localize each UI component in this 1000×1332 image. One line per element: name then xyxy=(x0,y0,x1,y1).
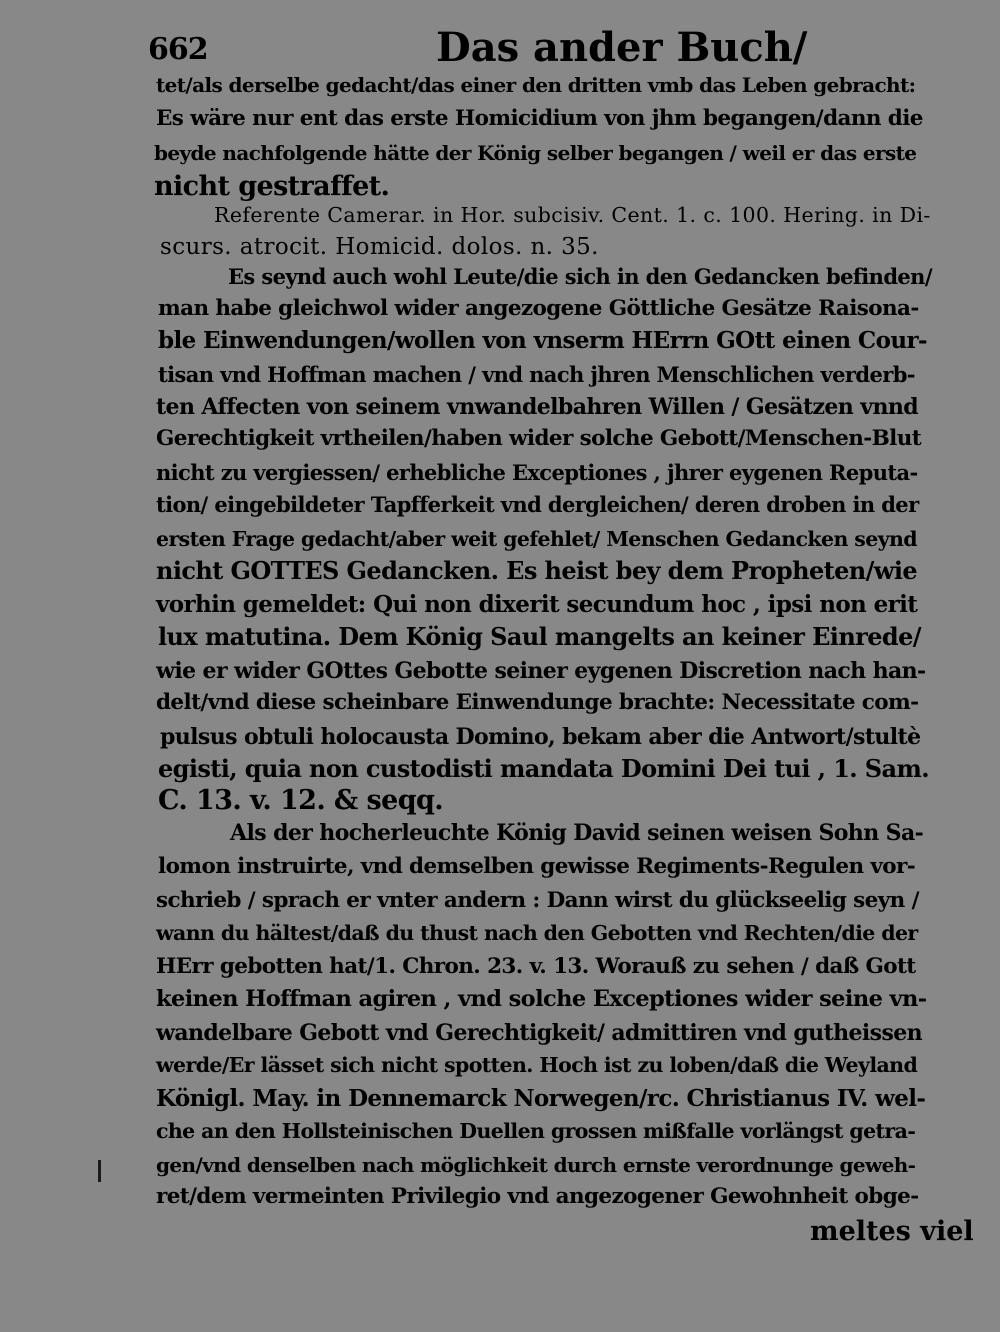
text-line: Es seynd auch wohl Leute/die sich in den Gedancken befinden/ xyxy=(228,264,932,289)
text-line: pulsus obtuli holocausta Domino, bekam aber die Antwort/stultè xyxy=(160,724,921,750)
text-line: nicht zu vergiessen/ erhebliche Exceptiones , jhrer eygenen Reputa- xyxy=(156,460,918,485)
text-line: wann du hältest/daß du thust nach den Gebotten vnd Rechten/die der xyxy=(156,921,918,945)
text-line: vorhin gemeldet: Qui non dixerit secundum hoc , ipsi non erit xyxy=(156,591,918,618)
text-line: tet/als derselbe gedacht/das einer den dritten vmb das Leben gebracht: xyxy=(156,73,916,97)
text-line: delt/vnd diese scheinbare Einwendunge brachte: Necessitate com- xyxy=(156,690,919,715)
text-line: lomon instruirte, vnd demselben gewisse Regiments-Regulen vor- xyxy=(158,854,916,879)
catchword: meltes viel xyxy=(810,1216,974,1247)
text-line: C. 13. v. 12. & seqq. xyxy=(158,785,444,816)
text-line: Königl. May. in Dennemarck Norwegen/rc. Christianus IV. wel- xyxy=(156,1085,926,1112)
text-line: beyde nachfolgende hätte der König selber begangen / weil er das erste xyxy=(154,141,917,165)
page-header xyxy=(148,22,808,74)
ink-speck xyxy=(98,1160,101,1182)
page-number: 662 xyxy=(148,32,208,67)
text-line: Es wäre nur ent das erste Homicidium von jhm begangen/dann die xyxy=(156,106,923,131)
text-line: werde/Er lässet sich nicht spotten. Hoch ist zu loben/daß die Weyland xyxy=(156,1053,918,1077)
text-line: tisan vnd Hoffman machen / vnd nach jhren Menschlichen verderb- xyxy=(158,362,915,387)
text-line: ret/dem vermeinten Privilegio vnd angezogener Gewohnheit obge- xyxy=(156,1184,919,1209)
text-line: gen/vnd denselben nach möglichkeit durch ernste verordnunge geweh- xyxy=(156,1153,916,1177)
text-line: keinen Hoffman agiren , vnd solche Exceptiones wider seine vn- xyxy=(156,986,927,1012)
text-line: HErr gebotten hat/1. Chron. 23. v. 13. Worauß zu sehen / daß Gott xyxy=(156,954,916,979)
text-line: nicht GOTTES Gedancken. Es heist bey dem Propheten/wie xyxy=(156,556,918,585)
text-line: wandelbare Gebott vnd Gerechtigkeit/ admittiren vnd gutheissen xyxy=(156,1020,923,1046)
text-line: ble Einwendungen/wollen von vnserm HErrn GOtt einen Cour- xyxy=(158,327,927,354)
text-line: Gerechtigkeit vrtheilen/haben wider solche Gebott/Menschen-Blut xyxy=(156,426,922,451)
text-line: tion/ eingebildeter Tapfferkeit vnd dergleichen/ deren droben in der xyxy=(156,492,919,517)
text-line: che an den Hollsteinischen Duellen grossen mißfalle vorlängst getra- xyxy=(156,1119,916,1143)
text-line: schrieb / sprach er vnter andern : Dann wirst du glückseelig seyn / xyxy=(156,888,919,913)
running-head: Das ander Buch/ xyxy=(436,24,808,71)
text-line: egisti, quia non custodisti mandata Domini Dei tui , 1. Sam. xyxy=(158,754,930,783)
citation-line: scurs. atrocit. Homicid. dolos. n. 35. xyxy=(160,234,599,260)
text-line: nicht gestraffet. xyxy=(154,171,390,202)
text-line: man habe gleichwol wider angezogene Göttliche Gesätze Raisona- xyxy=(158,296,919,321)
text-line: ten Affecten von seinem vnwandelbahren Willen / Gesätzen vnnd xyxy=(156,394,919,420)
text-line: wie er wider GOttes Gebotte seiner eygenen Discretion nach han- xyxy=(156,658,926,684)
text-line: ersten Frage gedacht/aber weit gefehlet/ Menschen Gedancken seynd xyxy=(156,527,918,551)
text-line: Als der hocherleuchte König David seinen weisen Sohn Sa- xyxy=(230,820,924,846)
citation-line: Referente Camerar. in Hor. subcisiv. Cent. 1. c. 100. Hering. in Di- xyxy=(214,203,931,227)
text-line: lux matutina. Dem König Saul mangelts an keiner Einrede/ xyxy=(158,622,921,651)
